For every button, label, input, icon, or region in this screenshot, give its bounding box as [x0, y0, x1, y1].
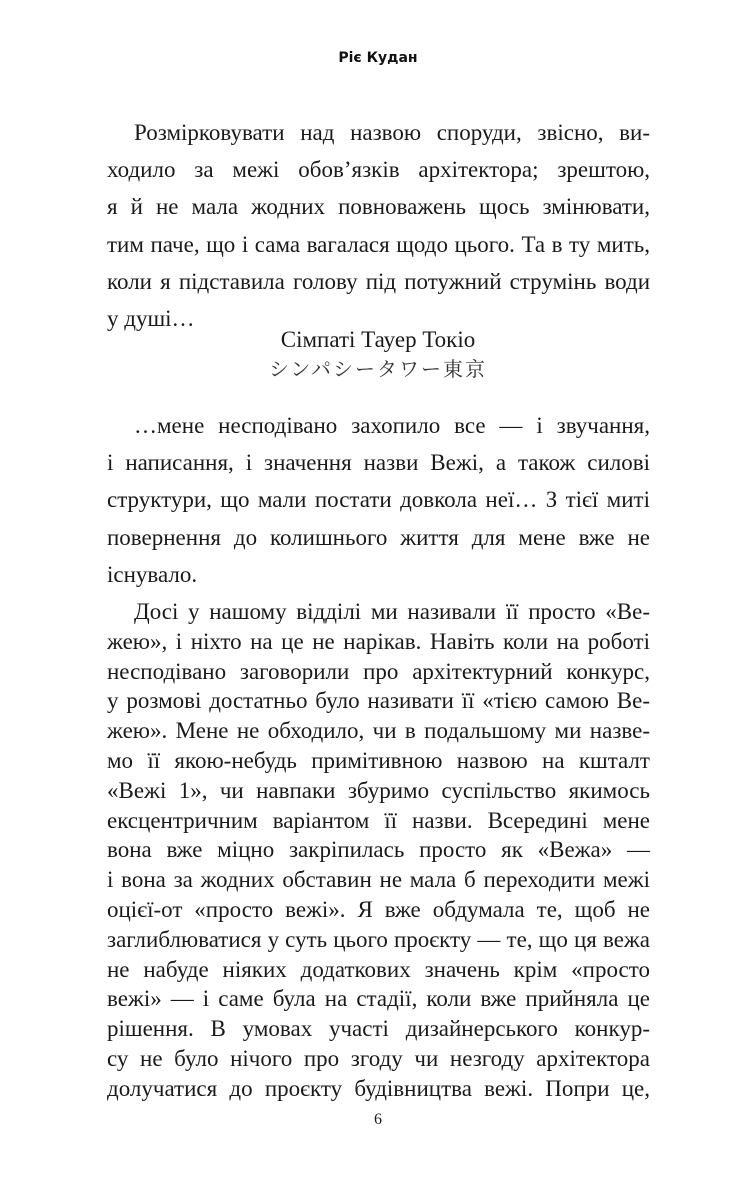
- text-line: існувало.: [107, 562, 198, 587]
- page-number: 6: [374, 1111, 382, 1128]
- text-line: оцієї-от «просто вежі». Я вже обдумала те, щоб не: [107, 897, 650, 922]
- text-line: …мене несподівано захопило все — і звучання,: [134, 413, 650, 438]
- text-line: я й не мала жодних повноважень щось змінювати,: [107, 194, 650, 219]
- text-line: Досі у нашому відділі ми називали її просто «Ве-: [134, 599, 650, 624]
- text-line: і написання, і значення назви Вежі, а також силові: [107, 450, 650, 475]
- text-line: вона вже міцно закріпилась просто як «Вежа» —: [107, 837, 650, 862]
- text-line: долучатися до проєкту будівництва вежі. Попри це,: [107, 1076, 650, 1101]
- text-line: рішення. В умовах участі дизайнерського конкур-: [107, 1016, 650, 1041]
- text-line: жею», і ніхто на це не нарікав. Навіть коли на роботі: [107, 629, 650, 654]
- tower-name-ukrainian: Сімпаті Тауер Токіо: [280, 327, 476, 352]
- text-line: жею». Мене не обходило, чи в подальшому ми назве-: [107, 718, 650, 743]
- text-line: ходило за межі обов’язків архітектора; зрештою,: [107, 157, 650, 182]
- tower-name-japanese: シンパシータワー東京: [268, 357, 488, 381]
- text-line: Розмірковувати над назвою споруди, звісно, ви-: [134, 120, 650, 145]
- text-line: у душі…: [107, 306, 195, 331]
- text-line: тим паче, що і сама вагалася щодо цього. Та в ту мить,: [107, 232, 650, 257]
- text-line: вежі» — і саме була на стадії, коли вже прийняла це: [107, 986, 650, 1011]
- text-line: ексцентричним варіантом її назви. Всередині мене: [107, 808, 650, 833]
- text-line: «Вежі 1», чи навпаки збуримо суспільство якимось: [107, 778, 650, 803]
- text-line: су не було нічого про згоду чи незгоду архітектора: [107, 1046, 650, 1071]
- text-line: заглиблюватися у суть цього проєкту — те, що ця вежа: [107, 927, 650, 952]
- text-line: і вона за жодних обставин не мала б переходити межі: [107, 867, 650, 892]
- text-line: несподівано заговорили про архітектурний конкурс,: [107, 659, 650, 684]
- text-line: повернення до колишнього життя для мене вже не: [107, 525, 650, 550]
- text-line: коли я підставила голову під потужний струмінь води: [107, 269, 650, 294]
- text-line: мо її якою-небудь примітивною назвою на кшталт: [107, 748, 650, 773]
- text-line: структури, що мали постати довкола неї… З тієї миті: [107, 487, 650, 512]
- text-line: не набуде ніяких додаткових значень крім «просто: [107, 957, 650, 982]
- text-line: у розмові достатньо було називати її «тією самою Ве-: [107, 688, 650, 713]
- running-header-author: Ріє Кудан: [338, 50, 418, 66]
